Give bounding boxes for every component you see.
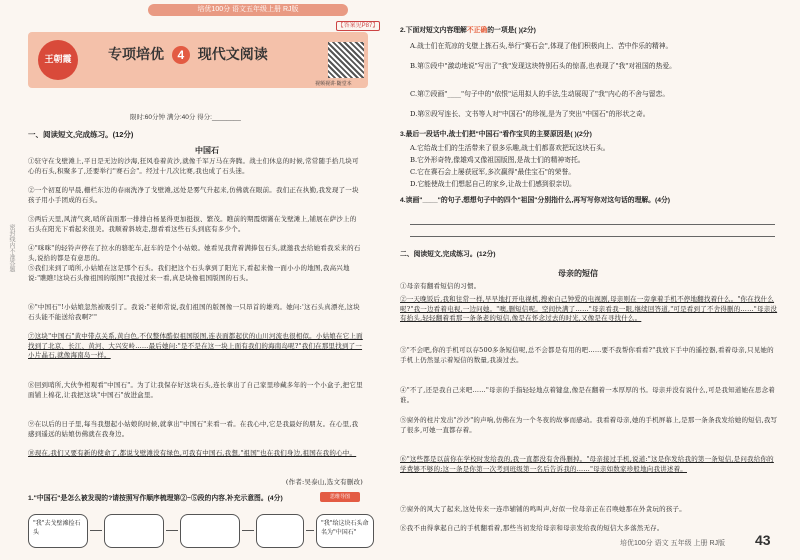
mindmap-badge: 思维导图 xyxy=(320,492,360,502)
top-bar xyxy=(0,0,800,18)
source-note: (作者:吴泰山,选文有删改) xyxy=(285,478,363,486)
paragraph: ④"不了,还是我自己来吧……"母亲的手指轻轻地点着键盘,像是在翻着一本厚厚的书。母亲并没有说什么,可是我知道她在思念着谁。 xyxy=(400,386,775,404)
banner-title-prefix: 专项培优 xyxy=(108,46,164,62)
paragraph: ④"咪咪"的轻铃声停在了拉水的骆驼车,赶车的是个小姑娘。她看见我背着满捧包石头,就邀我去给她看我采来的石头,说拾的都是有意思的。 xyxy=(28,244,361,262)
paragraph: ⑥"中国石"!小姑娘忽然被吸引了。我说:"老师常说,我们祖国的版图像一只昂首的雄鸡。她问:'这石头真漂亮,这块石头能不能送给我啊?'" xyxy=(28,303,360,321)
time-score-meta: 限时:60分钟 满分:40分 得分:________ xyxy=(130,114,241,121)
logo: 王朝霞 xyxy=(38,40,78,80)
paragraph: ①母亲有翻看短信的习惯。 xyxy=(400,282,481,290)
page-number: 43 xyxy=(755,532,771,548)
q2-option-c[interactable]: C.第⑦段画"____"句子中的"依恨"运用拟人的手法,生动展现了"我"内心的不舍与留恋。 xyxy=(410,90,670,98)
q2-highlight: 不正确 xyxy=(466,27,488,34)
answer-line[interactable] xyxy=(410,236,775,237)
right-column xyxy=(400,24,785,544)
q2-option-a[interactable]: A.战士们在荒凉的戈壁上拣石头,举行"赛石会",体现了他们积极向上、苦中作乐的精神。 xyxy=(410,42,673,50)
paragraph-underlined: ⑩现在,我们又要有新的使命了,都说戈壁滩没有绿色,可我有中国石,我想,"祖国"也在我们身边,祖国在我的心中。 xyxy=(28,449,357,457)
paragraph: ⑤我们来到了哨所,小姑娘在这是那个石头。我们把这个石头拿到了阳光下,看起来像一面小小的地图,我高兴地说:"瞧瞧!这块石头像祖国的版图!"我接过来一看,真是块像祖国版图的石头。 xyxy=(28,264,350,282)
paragraph: ①驻守在戈壁滩上,平日是无边的沙海,狂风卷着黄沙,就像千军万马在奔腾。战士们休息的时候,常常随手拾几块可心的石头,积聚多了,还要举行"赛石会"。经过十几次比赛,我也成了石头迷。 xyxy=(28,157,359,175)
q3-option-a[interactable]: A.它给战士们的生活带来了很多乐趣,战士们都喜欢把玩这块石头。 xyxy=(410,144,610,152)
article-2-title: 母亲的短信 xyxy=(558,268,598,278)
flow-box-4-blank[interactable] xyxy=(256,514,304,548)
left-column xyxy=(8,24,385,544)
flow-diagram xyxy=(28,514,373,556)
arrow-icon xyxy=(90,530,102,531)
qr-code-icon[interactable] xyxy=(328,42,364,78)
section-banner xyxy=(28,32,368,88)
answer-reference-tab: 【答案见P87】 xyxy=(337,23,379,29)
answer-line[interactable] xyxy=(410,224,775,225)
flow-box-1: "我"去戈壁滩捡石头 xyxy=(28,514,88,548)
q3-option-c[interactable]: C.它在赛石会上屡获冠军,多次赢得"最佳宝石"的荣誉。 xyxy=(410,168,576,176)
flow-box-3-blank[interactable] xyxy=(180,514,240,548)
arrow-icon xyxy=(242,530,254,531)
paragraph: ⑦窗外的风大了起来,这处传来一连串辅铺的鸣叫声,好似一位母亲正在召唤她那在外贪玩的孩子。 xyxy=(400,505,686,513)
banner-title-suffix: 现代文阅读 xyxy=(197,46,268,62)
paragraph: ③"不会吧,你的手机可以存500多条短信呢,总不会都是有用的吧……要不我帮你看看?"我放下手中的遥控器,看着母亲,只见她的手机上仍然显示着短信的数量,我凑过去。 xyxy=(400,346,774,364)
seal-line-note: 密封线内不准答题 xyxy=(8,224,14,272)
paragraph: ⑧回到哨所,大伙争相观看"中国石"。为了让我保存好这块石头,连长拿出了自己家里珍藏多年的一个小盒子,把它里面铺上棉花,让我把这块"中国石"放进盒里。 xyxy=(28,381,363,399)
question-1: 1."中国石"是怎么被发现的?请按照写作顺序梳理第②~⑤段的内容,补充示意图。(4分) xyxy=(28,495,283,502)
arrow-icon xyxy=(166,530,178,531)
question-3: 3.最后一段话中,战士们把"中国石"看作宝贝的主要原因是( )(2分) xyxy=(400,131,592,138)
banner-title-number: 4 xyxy=(172,46,190,64)
q2-option-d[interactable]: D.第⑧段写连长、文书等人对"中国石"的珍视,是为了突出"中国石"的形状之奇。 xyxy=(410,110,650,118)
section-2-heading: 二、阅读短文,完成练习。(12分) xyxy=(400,251,496,258)
section-1-heading: 一、阅读短文,完成练习。(12分) xyxy=(28,130,134,139)
paragraph: ③两后天里,风清气爽,哨所前面那一排排白杨显得更加挺拔、繁茂。瞧前的期霞烟霭在戈壁滩上,铺展在萨沙上的石头在阳光下看起来很美。我顺着斜坡走,想看看这些石头到底有多少个。 xyxy=(28,215,357,233)
q2-option-b[interactable]: B.第⑤段中"激动地说"写出了"我"发现这块特别石头的惊喜,也表现了"我"对祖国的热爱。 xyxy=(410,62,676,70)
paragraph: ②一个初夏的早晨,栅栏东边的春雨洗净了戈壁滩,远处是雾气升起来,仿佛就在眼前。我们正在执勤,我发现了一块孩子用小手团成的石头。 xyxy=(28,186,359,204)
paragraph-underlined: ②一天晚饭后,我和往常一样,早早地打开电视机,搜索自己钟爱的电视剧,母亲则在一旁拿着手机不停地翻找着什么。"你在找什么呢?"我一边看着电视,一边问她。"噢,删短信呢。空间快满了……"母亲看我一眼,继续回答道,"可是看到了不舍得删的……"母亲没有抬头,轻轻翻着看那一条条老的短信,像是在怀念过去的时光,又像是在寻找什么。 xyxy=(400,295,778,323)
arrow-icon xyxy=(306,530,314,531)
article-title: 中国石 xyxy=(195,145,219,155)
paragraph-underlined: ⑦这块"中国石"黄中带点关系,黄白色,不仅整体酷似祖国版图,连表面都起伏的山川河流也很相似。小姑娘在它上面找到了北京、长江、黄河、大兴安岭……最后她问:"是不是在这一块上面有我们的海南岛呢?"我们在那里找到了一小片晶石,就像海南岛一样。 xyxy=(28,332,363,360)
footer-text: 培优100分 语文 五年级 上册 RJ版 xyxy=(620,540,726,547)
q3-option-d[interactable]: D.它能使战士们想起自己的家乡,让战士们感到很亲切。 xyxy=(410,180,576,188)
question-4: 4.读画"____"的句子,想想句子中的四个"祖国"分别指什么,再写写你对这句话的理解。(4分) xyxy=(400,197,671,204)
paragraph: ⑤窗外的柱片发出"沙沙"的声响,仿佛在为一个冬夜的故事而感动。我看着母亲,她的手机屏幕上,是那一条条我发给她的短信,我写了很多,可她一直都存着。 xyxy=(400,416,778,434)
paragraph: ⑧我不由得拿起自己的手机翻看着,那些当初发给母亲和母亲发给我的短信大多落然无存。 xyxy=(400,524,664,532)
paragraph: ⑨在以后的日子里,每当我想起小姑娘的时候,就拿出"中国石"来看一看。在我心中,它是我最好的朋友。在心里,我感到遥远的姑娘仿佛就在我身边。 xyxy=(28,420,359,438)
banner-title xyxy=(108,44,268,64)
q3-option-b[interactable]: B.它外形奇特,像雄鸡又像祖国版图,是战士们的精神寄托。 xyxy=(410,156,585,164)
flow-box-2-blank[interactable] xyxy=(104,514,164,548)
paragraph-underlined: ⑥"这些都是以前你在学校时发给我的,我一直都没有舍得删掉。"母亲接过手机,说道:"这是你发给我的第一条短信,是问我给你的学费够不够的;这一条是你第一次考到班级第一名后告诉我的……"母亲如数家珍般地向我讲述着。 xyxy=(400,455,774,473)
qr-label: 视频视讲·随堂本 xyxy=(315,81,352,87)
header-title: 培优100分 语文五年级上册 RJ版 xyxy=(148,4,348,16)
question-2-text: 2.下面对短文内容理解不正确的一项是( )(2分) xyxy=(400,27,536,34)
question-2 xyxy=(400,26,780,36)
flow-box-5: "我"给这块石头命名为"中国石" xyxy=(316,514,374,548)
